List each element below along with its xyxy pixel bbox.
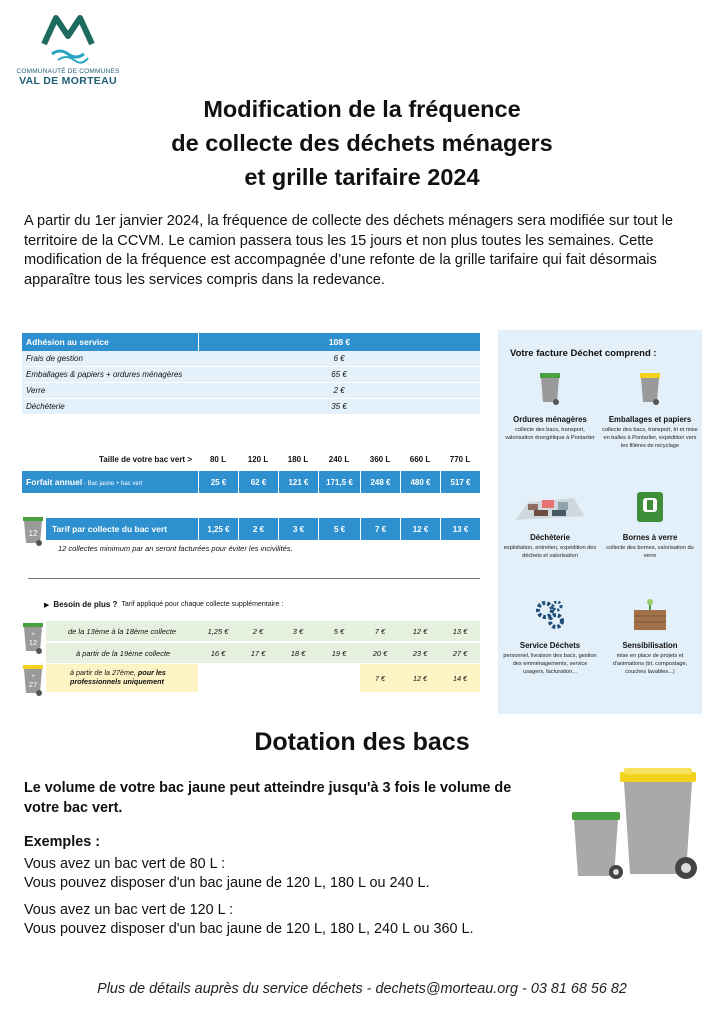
panel-item-name: Emballages et papiers	[608, 415, 692, 424]
panel-item-desc: collecte des bacs, transport, tri et mise en balles à Pontarlier, expédition vers les filières de recyclage	[602, 427, 698, 449]
extra-value: 20 €	[372, 648, 388, 658]
tarif-row	[46, 518, 480, 540]
size-value: 80 L	[209, 454, 226, 464]
intro-paragraph: A partir du 1er janvier 2024, la fréquence de collecte des déchets ménagers sera modifiée sur tout le territoire de la CCVM. Le camion passera tous les 15 jours et non plus toutes les semaines. Cette modification de la fréquence est accompagnée d’une refonte de la grille tarifaire qui fait désormais apparaître tous les services compris dans la redevance.	[24, 213, 673, 288]
besoin-header	[44, 600, 283, 609]
adhesion-row-label: Déchèterie	[26, 402, 65, 411]
size-value: 770 L	[449, 454, 471, 464]
page-title	[100, 92, 624, 194]
extra-value: 12 €	[412, 626, 428, 636]
pro-value: 12 €	[400, 664, 440, 692]
panel-item-name: Service Déchets	[519, 641, 581, 650]
sizes-header	[22, 452, 480, 466]
title-line-2: de collecte des déchets ménagers	[171, 130, 553, 156]
besoin-bin-count-1: 12	[28, 638, 38, 647]
panel-item-decheterie	[502, 490, 598, 560]
panel-item-name: Ordures ménagères	[513, 415, 587, 424]
examples-title: Exemples :	[24, 834, 100, 850]
extra-value: 5 €	[333, 626, 345, 636]
panel-item-desc: collecte des bornes, valorisation du verre	[606, 545, 694, 559]
extra-value: 13 €	[452, 626, 468, 636]
forfait-value: 25 €	[198, 471, 238, 493]
extra-row-label: à partir de la 19ème collecte	[76, 648, 171, 658]
adhesion-header	[22, 333, 480, 351]
title-line-1: Modification de la fréquence	[203, 96, 521, 122]
adhesion-row-value: 35 €	[331, 402, 347, 411]
pro-row	[46, 664, 480, 692]
tarif-value: 1,25 €	[198, 518, 238, 540]
panel-item-service	[502, 598, 598, 676]
pro-label-a: à partir de la 27ème,	[70, 668, 138, 677]
besoin-bin-count-2: 27	[28, 680, 38, 689]
pricing-table	[22, 330, 480, 700]
pro-value: 7 €	[360, 664, 400, 692]
size-value: 240 L	[328, 454, 350, 464]
bins-illustration-icon	[566, 766, 706, 882]
example-line: Vous pouvez disposer d'un bac jaune de 120 L, 180 L, 240 L ou 360 L.	[24, 921, 474, 937]
adhesion-row-label: Emballages & papiers + ordures ménagères	[26, 370, 183, 379]
panel-item-desc: collecte des bacs, transport, valorisation énergétique à Pontarlier	[505, 427, 595, 441]
tarif-value: 3 €	[278, 518, 318, 540]
size-value: 120 L	[247, 454, 269, 464]
tarif-value: 7 €	[360, 518, 400, 540]
panel-item-name: Déchèterie	[530, 533, 570, 542]
invoice-includes-panel	[498, 330, 702, 714]
tarif-value: 13 €	[440, 518, 480, 540]
extra-value: 16 €	[210, 648, 226, 658]
extra-row	[46, 621, 480, 641]
green-bin-icon	[22, 516, 44, 548]
forfait-sub: - Bac jaune + bac vert	[82, 481, 143, 487]
adhesion-row-value: 6 €	[333, 354, 345, 363]
adhesion-row	[22, 351, 480, 367]
extra-value: 2 €	[252, 626, 264, 636]
logo	[14, 14, 122, 87]
panel-item-desc: mise en place de projets et d'animations (tri, compostage, couches lavables...)	[612, 653, 688, 675]
title-line-3: et grille tarifaire 2024	[244, 164, 480, 190]
panel-item-name: Sensibilisation	[622, 641, 678, 650]
panel-item-name: Bornes à verre	[622, 533, 678, 542]
logo-name: VAL DE MORTEAU	[19, 75, 117, 87]
grey-bin-plus-icon	[22, 664, 44, 698]
green-bin-plus-icon	[22, 622, 44, 656]
forfait-value: 121 €	[278, 471, 318, 493]
panel-item-sensibilisation	[602, 598, 698, 676]
extra-value: 7 €	[374, 626, 386, 636]
logo-subtitle: COMMUNAUTÉ DE COMMUNES	[16, 68, 120, 75]
pro-label	[46, 664, 198, 692]
extra-value: 27 €	[452, 648, 468, 658]
extra-value: 23 €	[412, 648, 428, 658]
compost-bin-icon	[630, 598, 670, 632]
tarif-note: 12 collectes minimum par an seront facturées pour éviter les incivilités.	[58, 544, 293, 553]
panel-item-desc: exploitation, entretien, expédition des déchets et valorisation	[503, 545, 597, 559]
example-line: Vous avez un bac vert de 120 L :	[24, 902, 234, 918]
forfait-label	[22, 477, 198, 487]
section-title: Dotation des bacs	[254, 728, 470, 756]
forfait-title: Forfait annuel	[26, 477, 83, 487]
size-value: 180 L	[287, 454, 309, 464]
size-value: 660 L	[409, 454, 431, 464]
forfait-value: 62 €	[238, 471, 278, 493]
pro-value: 14 €	[440, 664, 480, 692]
tarif-value: 12 €	[400, 518, 440, 540]
tarif-value: 5 €	[318, 518, 360, 540]
svg-text:+: +	[31, 632, 35, 638]
logo-mark-icon	[36, 14, 100, 64]
adhesion-total: 108 €	[198, 333, 480, 351]
panel-title: Votre facture Déchet comprend :	[510, 348, 657, 359]
green-bin-icon	[538, 372, 562, 406]
forfait-value: 517 €	[440, 471, 480, 493]
size-value: 360 L	[369, 454, 391, 464]
adhesion-row	[22, 367, 480, 383]
forfait-value: 248 €	[360, 471, 400, 493]
extra-value: 19 €	[331, 648, 347, 658]
extra-value: 18 €	[290, 648, 306, 658]
glass-bank-icon	[635, 490, 665, 524]
tarif-bin-count: 12	[28, 529, 38, 538]
svg-text:+: +	[31, 674, 35, 680]
adhesion-row-value: 65 €	[331, 370, 347, 379]
tarif-label: Tarif par collecte du bac vert	[52, 524, 168, 534]
example-line: Vous pouvez disposer d'un bac jaune de 120 L, 180 L ou 240 L.	[24, 875, 430, 891]
footer-contact: Plus de détails auprès du service déchets - dechets@morteau.org - 03 81 68 56 82	[97, 981, 627, 997]
arrow-icon: ▶	[44, 601, 50, 609]
forfait-value: 171,5 €	[318, 471, 360, 493]
pro-label-b: pour les professionnels uniquement	[70, 668, 166, 686]
panel-item-verre	[602, 490, 698, 560]
adhesion-row-value: 2 €	[333, 386, 345, 395]
divider	[28, 578, 480, 579]
besoin-label: Besoin de plus ?	[53, 600, 118, 609]
forfait-value: 480 €	[400, 471, 440, 493]
extra-value: 17 €	[250, 648, 266, 658]
tarif-value: 2 €	[238, 518, 278, 540]
adhesion-row-label: Verre	[26, 386, 46, 395]
gears-icon	[533, 598, 567, 632]
panel-item-ordures	[502, 372, 598, 442]
adhesion-row	[22, 383, 480, 399]
besoin-sub: Tarif appliqué pour chaque collecte supplémentaire :	[121, 601, 284, 608]
panel-item-emballages	[602, 372, 698, 450]
extra-value: 1,25 €	[207, 626, 229, 636]
forfait-row	[22, 471, 480, 493]
adhesion-label: Adhésion au service	[26, 337, 109, 347]
extra-row	[46, 643, 480, 663]
yellow-bin-icon	[638, 372, 662, 406]
panel-item-desc: personnel, livraison des bacs, gestion des emménagements, service usagers, facturation...	[503, 653, 597, 675]
waste-pile-icon	[514, 490, 586, 524]
adhesion-row-label: Frais de gestion	[26, 354, 83, 363]
dotation-statement: Le volume de votre bac jaune peut atteindre jusqu'à 3 fois le volume de votre bac vert.	[24, 780, 512, 816]
sizes-label: Taille de votre bac vert >	[98, 454, 192, 464]
adhesion-row	[22, 399, 480, 415]
example-line: Vous avez un bac vert de 80 L :	[24, 856, 226, 872]
extra-value: 3 €	[292, 626, 304, 636]
extra-row-label: de la 13ème à la 18ème collecte	[68, 626, 176, 636]
